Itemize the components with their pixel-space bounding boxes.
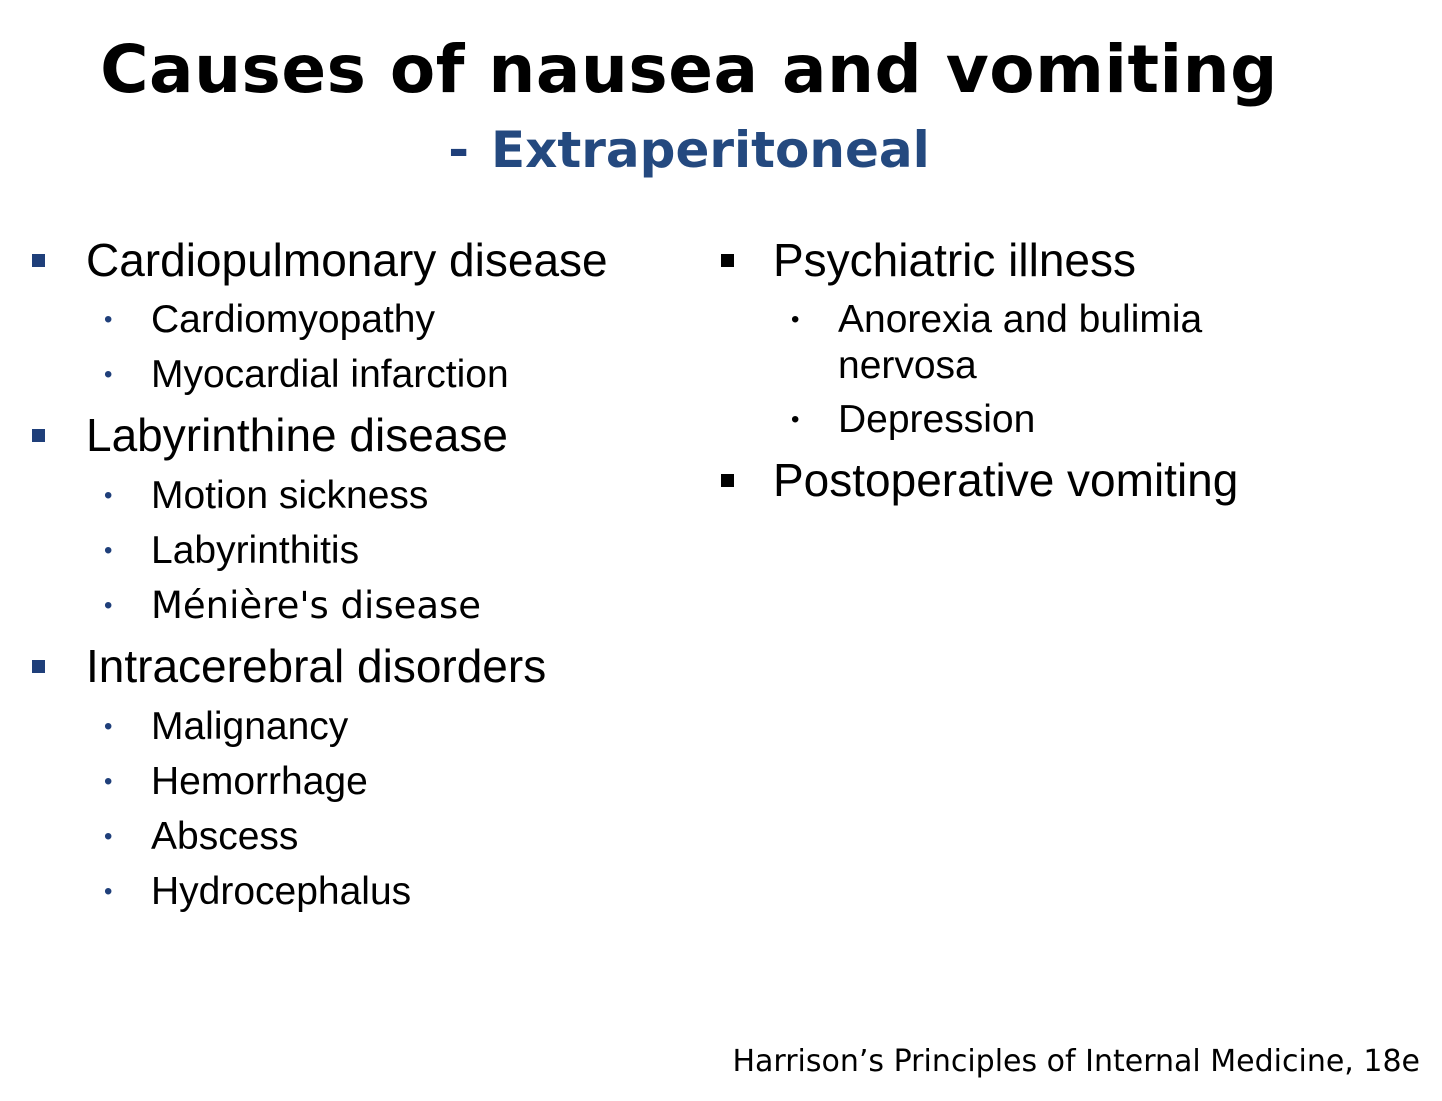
list-item: Anorexia and bulimia nervosa [838,298,1203,387]
dot-bullet-icon: • [791,306,800,333]
dot-bullet-icon: • [104,361,113,388]
list-item: Hydrocephalus [151,870,412,913]
dot-bullet-icon: • [104,713,113,740]
dot-bullet-icon: • [104,482,113,509]
list-item: Hemorrhage [151,760,368,803]
list-item: Myocardial infarction [151,353,509,396]
category-label: Psychiatric illness [773,234,1136,286]
slide-subtitle [0,118,1378,182]
dot-bullet-icon: • [104,768,113,795]
dot-bullet-icon: • [104,823,113,850]
dot-bullet-icon: • [104,592,113,619]
list-item: Malignancy [151,705,349,748]
square-bullet-icon [721,474,734,487]
dot-bullet-icon: • [104,537,113,564]
list-item: Cardiomyopathy [151,298,435,341]
dot-bullet-icon: • [104,306,113,333]
subtitle-text: Extraperitoneal [490,121,930,179]
citation: Harrison’s Principles of Internal Medicine, 18e [732,1044,1420,1079]
category-label: Postoperative vomiting [773,454,1239,506]
category-label: Intracerebral disorders [86,640,547,692]
list-item: Ménière's disease [151,584,482,627]
square-bullet-icon [32,254,45,267]
square-bullet-icon [32,660,45,673]
dot-bullet-icon: • [104,878,113,905]
category-label: Labyrinthine disease [86,409,508,461]
list-item: Depression [838,398,1036,441]
list-item: Abscess [151,815,299,858]
slide-title: Causes of nausea and vomiting [100,31,1278,108]
category-label: Cardiopulmonary disease [86,234,608,286]
list-item: Motion sickness [151,474,429,517]
dot-bullet-icon: • [791,406,800,433]
list-item: Labyrinthitis [151,529,360,572]
subtitle-dash: - [448,121,469,179]
square-bullet-icon [721,254,734,267]
square-bullet-icon [32,429,45,442]
